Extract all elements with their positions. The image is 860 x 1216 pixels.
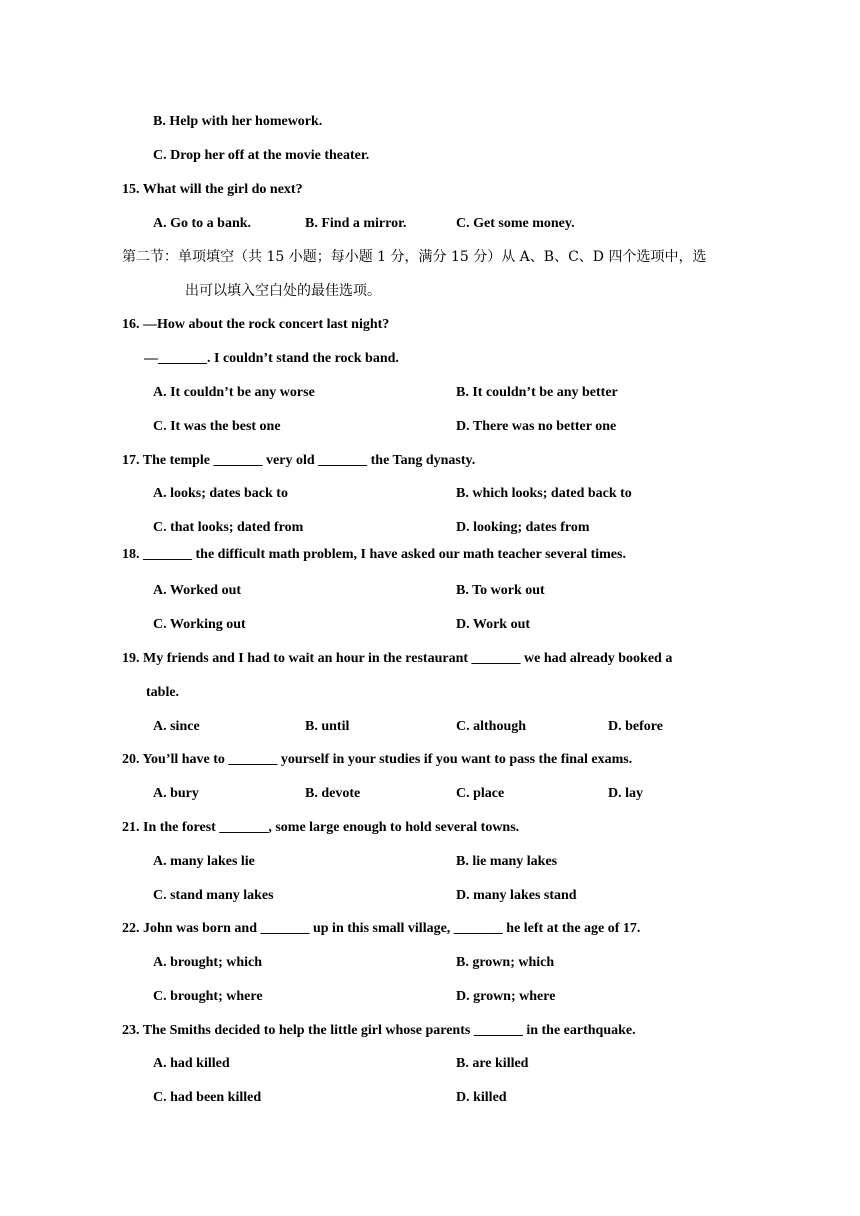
q14-option-b: B. Help with her homework. (153, 114, 323, 129)
section-heading-cont: 出可以填入空白处的最佳选项。 (185, 283, 381, 299)
q21-option-a: A. many lakes lie (153, 854, 255, 869)
q18-option-c: C. Working out (153, 617, 246, 632)
q18-option-a: A. Worked out (153, 583, 242, 598)
q19-option-d: D. before (608, 719, 663, 734)
q17-option-a: A. looks; dates back to (153, 486, 288, 501)
q23-stem: 23. The Smiths decided to help the little girl whose parents _______ in the earthquake. (122, 1023, 636, 1038)
q19-stem-cont: table. (146, 685, 180, 700)
q17-stem: 17. The temple _______ very old _______ the Tang dynasty. (122, 453, 476, 468)
q22-option-a: A. brought; which (153, 955, 263, 970)
q22-stem: 22. John was born and _______ up in this small village, _______ he left at the age of 17. (122, 921, 641, 936)
q21-option-c: C. stand many lakes (153, 888, 274, 903)
q16-option-b: B. It couldn’t be any better (456, 385, 618, 400)
q22-option-d: D. grown; where (456, 989, 556, 1004)
q21-stem: 21. In the forest _______, some large enough to hold several towns. (122, 820, 520, 835)
q19-stem: 19. My friends and I had to wait an hour in the restaurant _______ we had already booked a (122, 651, 673, 666)
q20-stem: 20. You’ll have to _______ yourself in your studies if you want to pass the final exams. (122, 752, 633, 767)
q20-option-d: D. lay (608, 786, 643, 801)
q17-option-d: D. looking; dates from (456, 520, 590, 535)
q23-option-c: C. had been killed (153, 1090, 262, 1105)
q19-option-b: B. until (305, 719, 350, 734)
q20-option-b: B. devote (305, 786, 361, 801)
q18-stem: 18. _______ the difficult math problem, I have asked our math teacher several times. (122, 547, 626, 562)
q21-option-d: D. many lakes stand (456, 888, 577, 903)
q18-option-b: B. To work out (456, 583, 545, 598)
q16-option-d: D. There was no better one (456, 419, 617, 434)
q22-option-b: B. grown; which (456, 955, 555, 970)
q19-option-a: A. since (153, 719, 200, 734)
q15-option-a: A. Go to a bank. (153, 216, 252, 231)
q23-option-d: D. killed (456, 1090, 507, 1105)
q23-option-a: A. had killed (153, 1056, 230, 1071)
q16-stem: 16. —How about the rock concert last night? (122, 317, 390, 332)
q15-option-b: B. Find a mirror. (305, 216, 407, 231)
q21-option-b: B. lie many lakes (456, 854, 558, 869)
q20-option-c: C. place (456, 786, 505, 801)
q17-option-c: C. that looks; dated from (153, 520, 304, 535)
q16-reply: —_______. I couldn’t stand the rock band. (144, 351, 399, 366)
q16-option-c: C. It was the best one (153, 419, 281, 434)
q18-option-d: D. Work out (456, 617, 531, 632)
q14-option-c: C. Drop her off at the movie theater. (153, 148, 370, 163)
q15-option-c: C. Get some money. (456, 216, 575, 231)
q15-stem: 15. What will the girl do next? (122, 182, 303, 197)
section-heading: 第二节：单项填空（共 15 小题；每小题 1 分，满分 15 分）从 A、B、C、D 四个选项中，选 (122, 249, 707, 265)
q20-option-a: A. bury (153, 786, 199, 801)
q22-option-c: C. brought; where (153, 989, 263, 1004)
q16-option-a: A. It couldn’t be any worse (153, 385, 315, 400)
q23-option-b: B. are killed (456, 1056, 529, 1071)
q17-option-b: B. which looks; dated back to (456, 486, 632, 501)
q19-option-c: C. although (456, 719, 527, 734)
